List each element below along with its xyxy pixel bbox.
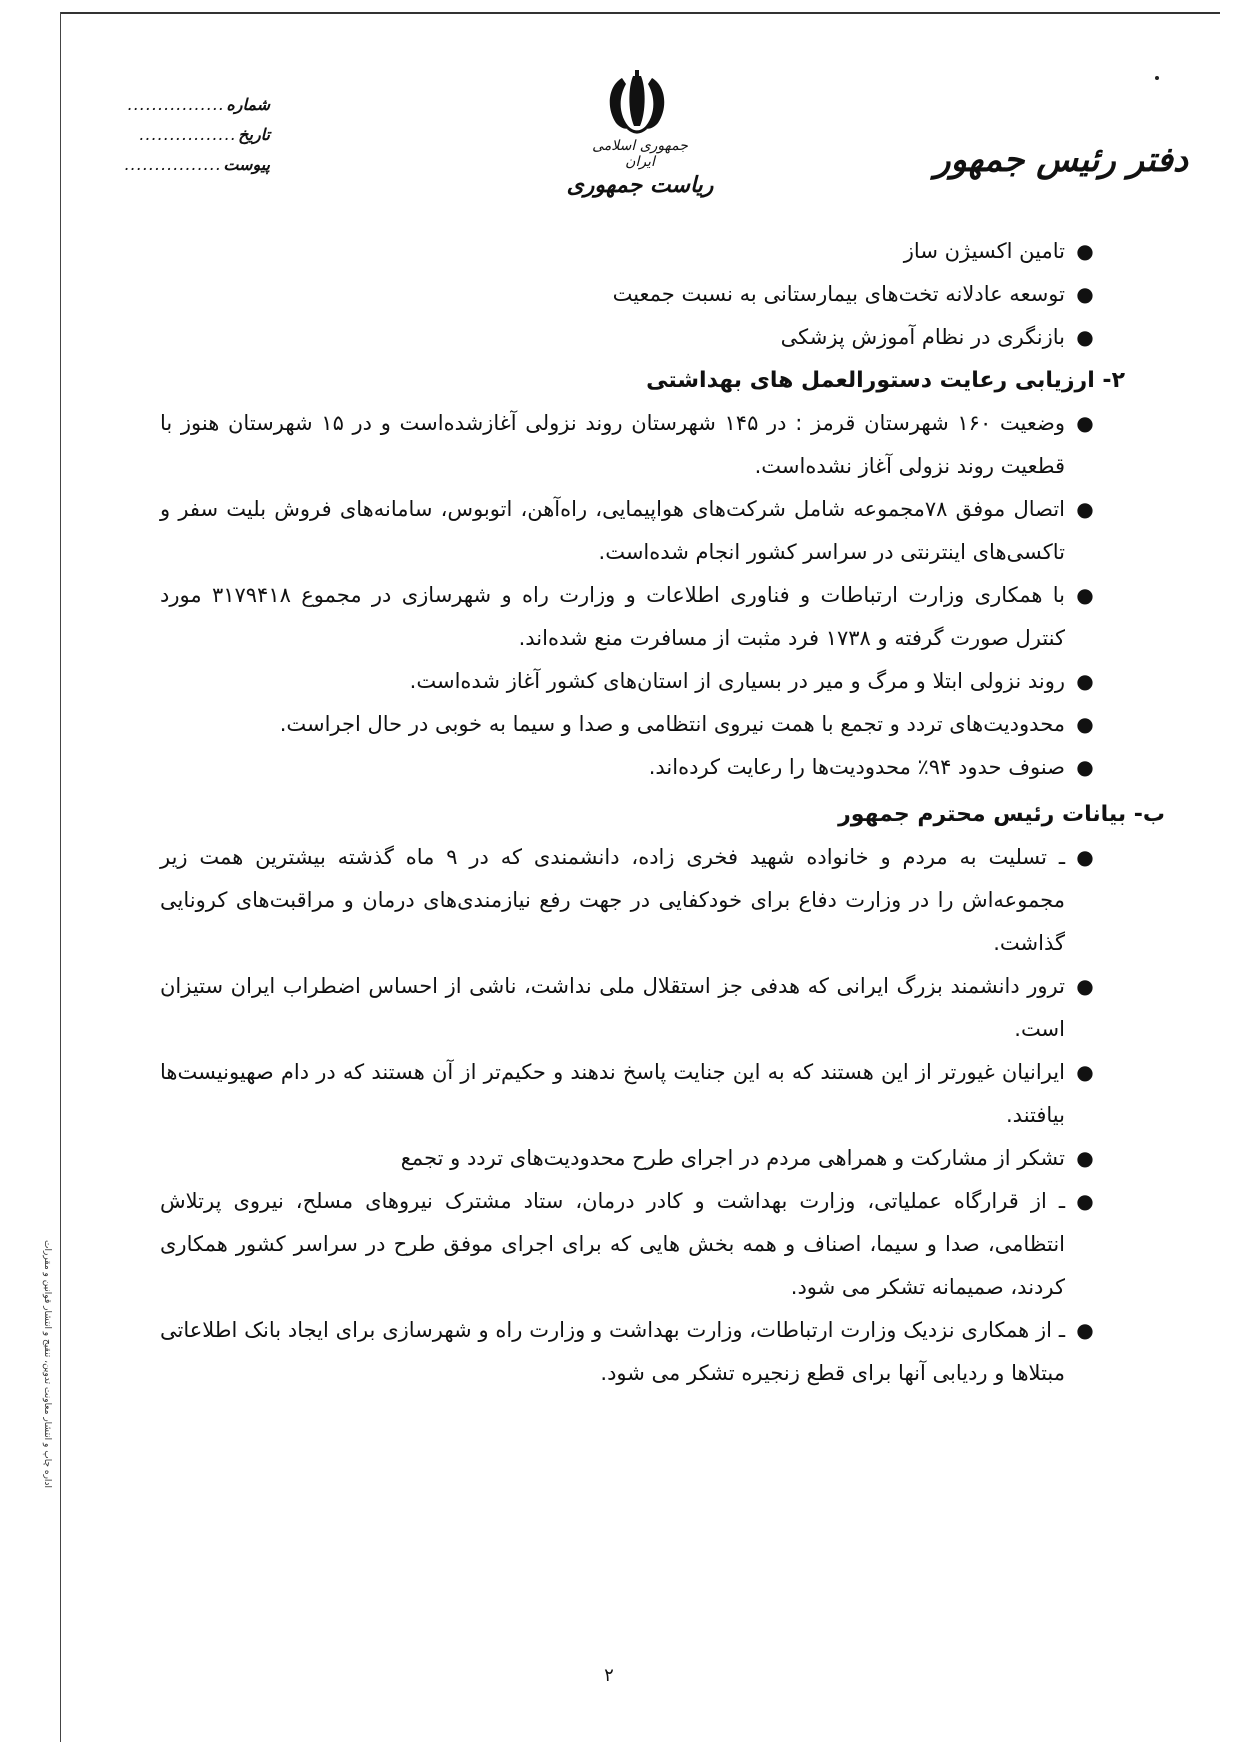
list-item-text: ـ از قرارگاه عملیاتی، وزارت بهداشت و کادر درمان، ستاد مشترک نیروهای مسلح، نیروی پرتلاش انتظامی، صدا و سیما، اصناف و همه بخش هایی که برای اجرای موفق طرح در سراسر کشور همکاری کردند، صمیمانه تشکر می شود. xyxy=(160,1189,1065,1299)
list-item-text: توسعه عادلانه تخت‌های بیمارستانی به نسبت جمعیت xyxy=(612,282,1065,306)
bullet-icon: ● xyxy=(1076,282,1094,306)
list-item xyxy=(160,1051,1105,1137)
meta-number-row xyxy=(100,95,270,125)
meta-dots: ................ xyxy=(138,125,237,144)
list-item xyxy=(160,1180,1105,1309)
letter-metadata xyxy=(100,95,270,185)
page-border-left xyxy=(60,12,61,1742)
list-item-text: وضعیت ۱۶۰ شهرستان قرمز : در ۱۴۵ شهرستان روند نزولی آغازشده‌است و در ۱۵ شهرستان هنوز با قطعیت روند نزولی آغاز نشده‌است. xyxy=(160,411,1065,478)
list-item-text: تامین اکسیژن ساز xyxy=(903,239,1065,263)
meta-label: شماره xyxy=(226,95,270,114)
list-item-text: با همکاری وزارت ارتباطات و فناوری اطلاعات و وزارت راه و شهرسازی در مجموع ۳۱۷۹۴۱۸ مورد کنترل صورت گرفته و ۱۷۳۸ فرد مثبت از مسافرت منع شده‌اند. xyxy=(160,583,1066,650)
list-item-text: ـ از همکاری نزدیک وزارت ارتباطات، وزارت بهداشت و وزارت راه و شهرسازی برای ایجاد بانک اطلاعاتی مبتلاها و ردیابی آنها برای قطع زنجیره تشکر می شود. xyxy=(160,1318,1065,1385)
meta-dots: ................ xyxy=(123,155,222,174)
iran-emblem-icon xyxy=(600,68,674,138)
list-item-text: تشکر از مشارکت و همراهی مردم در اجرای طرح محدودیت‌های تردد و تجمع xyxy=(400,1146,1065,1170)
list-item xyxy=(160,1137,1105,1180)
list-item xyxy=(160,746,1105,789)
list-item xyxy=(160,316,1105,359)
side-margin-note-text: اداره چاپ و انتشار معاونت تدوین، تنقیح و انتشار قوانین و مقررات xyxy=(42,1240,52,1488)
meta-date-row xyxy=(100,125,270,155)
emblem-caption-country: جمهوری اسلامی ایران xyxy=(592,138,688,170)
meta-label: تاریخ xyxy=(238,125,270,144)
list-item xyxy=(160,703,1105,746)
meta-dots: ................ xyxy=(126,95,225,114)
office-title: دفتر رئیس جمهور xyxy=(934,140,1188,180)
list-item-text: ـ تسلیت به مردم و خانواده شهید فخری زاده، دانشمندی که در ۹ ماه گذشته بیشترین همت زیر مجموعه‌اش را در وزارت دفاع برای خودکفایی در جهت رفع نیازمندی‌های درمان و مراقبت‌های کرونایی گذاشت. xyxy=(160,845,1065,955)
list-item-text: ایرانیان غیورتر از این هستند که به این جنایت پاسخ ندهند و حکیم‌تر از آن هستند که در دام صهیونیست‌ها بیافتند. xyxy=(160,1060,1065,1127)
side-margin-note xyxy=(30,1240,60,1700)
scan-mark xyxy=(1155,76,1159,80)
list-item-text: محدودیت‌های تردد و تجمع با همت نیروی انتظامی و صدا و سیما به خوبی در حال اجراست. xyxy=(279,712,1065,736)
list-item-text: بازنگری در نظام آموزش پزشکی xyxy=(780,325,1065,349)
list-item xyxy=(160,402,1105,488)
bullet-icon: ● xyxy=(1076,497,1094,521)
bullet-icon: ● xyxy=(1076,1318,1094,1342)
list-item xyxy=(160,230,1105,273)
list-item-text: ترور دانشمند بزرگ ایرانی که هدفی جز استقلال ملی نداشت، ناشی از احساس اضطراب ایران ستیزان است. xyxy=(160,974,1065,1041)
meta-label: پیوست xyxy=(223,155,270,174)
bullet-icon: ● xyxy=(1076,1189,1094,1213)
bullet-icon: ● xyxy=(1076,755,1094,779)
bullet-icon: ● xyxy=(1076,411,1094,435)
section-heading: ۲- ارزیابی رعایت دستورالعمل های بهداشتی xyxy=(646,368,1125,393)
list-item xyxy=(160,836,1105,965)
list-item xyxy=(160,1309,1105,1395)
bullet-icon: ● xyxy=(1076,712,1094,736)
bullet-icon: ● xyxy=(1076,845,1094,869)
bullet-icon: ● xyxy=(1076,1060,1094,1084)
bullet-icon: ● xyxy=(1076,325,1094,349)
list-item-text: صنوف حدود ۹۴٪ محدودیت‌ها را رعایت کرده‌اند. xyxy=(648,755,1065,779)
emblem-caption-presidency: ریاست جمهوری xyxy=(566,172,714,198)
bullet-icon: ● xyxy=(1076,974,1094,998)
page-number: ۲ xyxy=(604,1665,614,1686)
list-item-text: اتصال موفق ۷۸مجموعه شامل شرکت‌های هواپیمایی، راه‌آهن، اتوبوس، سامانه‌های فروش بلیت سفر و تاکسی‌های اینترنتی در سراسر کشور انجام شده‌است. xyxy=(160,497,1066,564)
bullet-icon: ● xyxy=(1076,1146,1094,1170)
section-heading: ب- بیانات رئیس محترم جمهور xyxy=(838,802,1165,827)
bullet-icon: ● xyxy=(1076,669,1094,693)
page-border-top xyxy=(60,12,1220,14)
bullet-icon: ● xyxy=(1076,583,1094,607)
list-item xyxy=(160,488,1105,574)
list-item xyxy=(160,965,1105,1051)
bullet-icon: ● xyxy=(1076,239,1094,263)
list-item xyxy=(160,273,1105,316)
document-body xyxy=(160,230,1165,1395)
list-item-text: روند نزولی ابتلا و مرگ و میر در بسیاری از استان‌های کشور آغاز شده‌است. xyxy=(409,669,1065,693)
list-item xyxy=(160,660,1105,703)
meta-attachment-row xyxy=(100,155,270,185)
list-item xyxy=(160,574,1105,660)
